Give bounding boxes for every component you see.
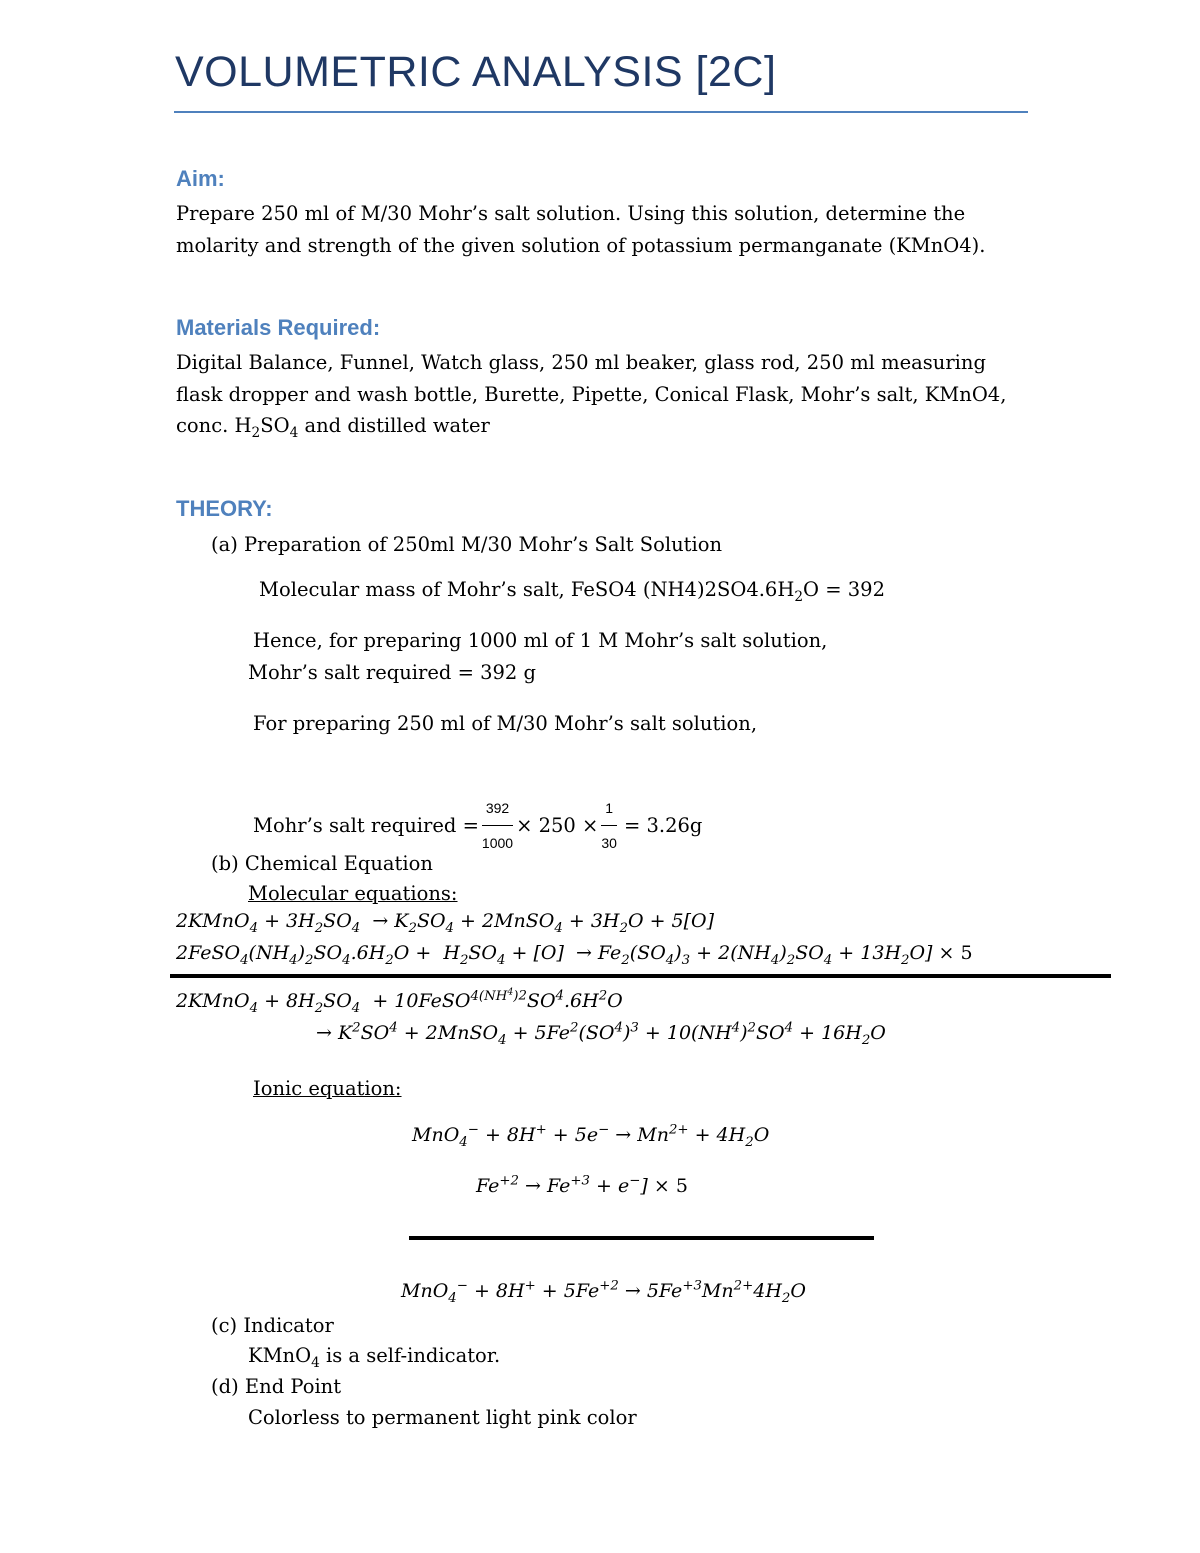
molecular-mass [259,574,885,606]
aim-heading: Aim: [176,166,225,191]
fraction-1-denominator: 1000 [481,835,514,851]
equation-overall-line-1: 2KMnO$_4$ + $8H_2SO_4$ + $10FeSO^{4(NH^4)2}SO^4.6H^2O$ [176,986,623,1016]
materials-line-3-sub1: 2 [251,424,261,441]
aim-line-1: Prepare 250 ml of M/30 Mohr’s salt solution. Using this solution, determine the [176,202,966,225]
materials-line-3-sub2: 4 [289,424,299,441]
fraction-2-denominator: 30 [601,835,617,851]
equation-mohr-salt-molecular: $2FeSO_4(NH_4)_2SO_4.6H_2O + H_2SO_4 + [O] \to Fe_2(SO_4)_3 + 2(NH_4)_2SO_4 + 13H_2O] \times 5$ [176,942,973,968]
materials-line-3-post: and distilled water [298,414,490,437]
molecular-mass-pre: Molecular mass of Mohr’s salt, FeSO4 (NH4)2SO4.6H [259,578,795,601]
equation-kmno4-molecular: 2KMnO$_4$ + $3H_2SO_4 \to K_2SO_4$ + 2MnSO$_4$ + $3H_2O + 5[O]$ [176,910,715,936]
end-point-text: Colorless to permanent light pink color [248,1406,637,1429]
equation-sum-rule [170,974,1111,978]
theory-a-title: (a) Preparation of 250ml M/30 Mohr’s Salt Solution [211,533,723,556]
fraction-392-1000 [482,792,513,859]
title-underline [174,111,1028,113]
molecular-equations-label: Molecular equations: [248,882,458,905]
materials-line-1: Digital Balance, Funnel, Watch glass, 250 ml beaker, glass rod, 250 ml measuring [176,351,986,374]
aim-line-2: molarity and strength of the given solution of potassium permanganate (KMnO4). [176,234,986,257]
theory-heading: THEORY: [176,496,273,521]
theory-c-title: (c) Indicator [211,1314,334,1337]
materials-line-2: flask dropper and wash bottle, Burette, Pipette, Conical Flask, Mohr’s salt, KMnO4, [176,383,1007,406]
indicator-sub: 4 [311,1354,320,1371]
indicator-pre: KMnO [248,1344,312,1367]
hence-line-2: Mohr’s salt required = 392 g [248,661,537,684]
equation-ionic-overall: $MnO_4^- + 8H^+ + 5Fe^{+2} \to 5Fe^{+3}Mn^{2+}4H_2O$ [401,1278,806,1306]
times-250: × 250 × [516,813,599,837]
materials-line-3-mid: SO [260,414,290,437]
theory-d-title: (d) End Point [211,1375,342,1398]
indicator-post: is a self-indicator. [319,1344,501,1367]
equation-ionic-iron: $Fe^{+2} \to Fe^{+3} + e^-] \times 5$ [476,1173,688,1197]
page-title: VOLUMETRIC ANALYSIS [2C] [175,48,777,96]
fraction-2-numerator: 1 [601,792,617,826]
calc-result: = 3.26g [623,813,703,837]
hence-line-1: Hence, for preparing 1000 ml of 1 M Mohr’s salt solution, [253,629,828,652]
salt-required-label: Mohr’s salt required = [253,813,479,837]
fraction-1-numerator: 392 [482,792,513,826]
indicator-text [248,1340,500,1372]
theory-b-title: (b) Chemical Equation [211,852,433,875]
fraction-1-30 [601,792,617,859]
materials-line-3-pre: conc. H [176,414,252,437]
molecular-mass-sub: 2 [794,588,804,605]
equation-overall-line-2: → $K^2SO^4$ + 2MnSO$_4$ + $5Fe^2(SO^4)^3 + 10(NH^4)^2SO^4 + 16H_2O$ [316,1020,886,1048]
equation-ionic-permanganate: $MnO_4^- + 8H^+ + 5e^- \to Mn^{2+} + 4H_2O$ [412,1122,770,1150]
ionic-sum-rule [409,1236,874,1240]
ionic-equation-label: Ionic equation: [253,1077,402,1100]
materials-heading: Materials Required: [176,315,381,340]
molecular-mass-post: O = 392 [803,578,885,601]
materials-line-3 [176,410,490,442]
for-preparing: For preparing 250 ml of M/30 Mohr’s salt solution, [253,712,758,735]
